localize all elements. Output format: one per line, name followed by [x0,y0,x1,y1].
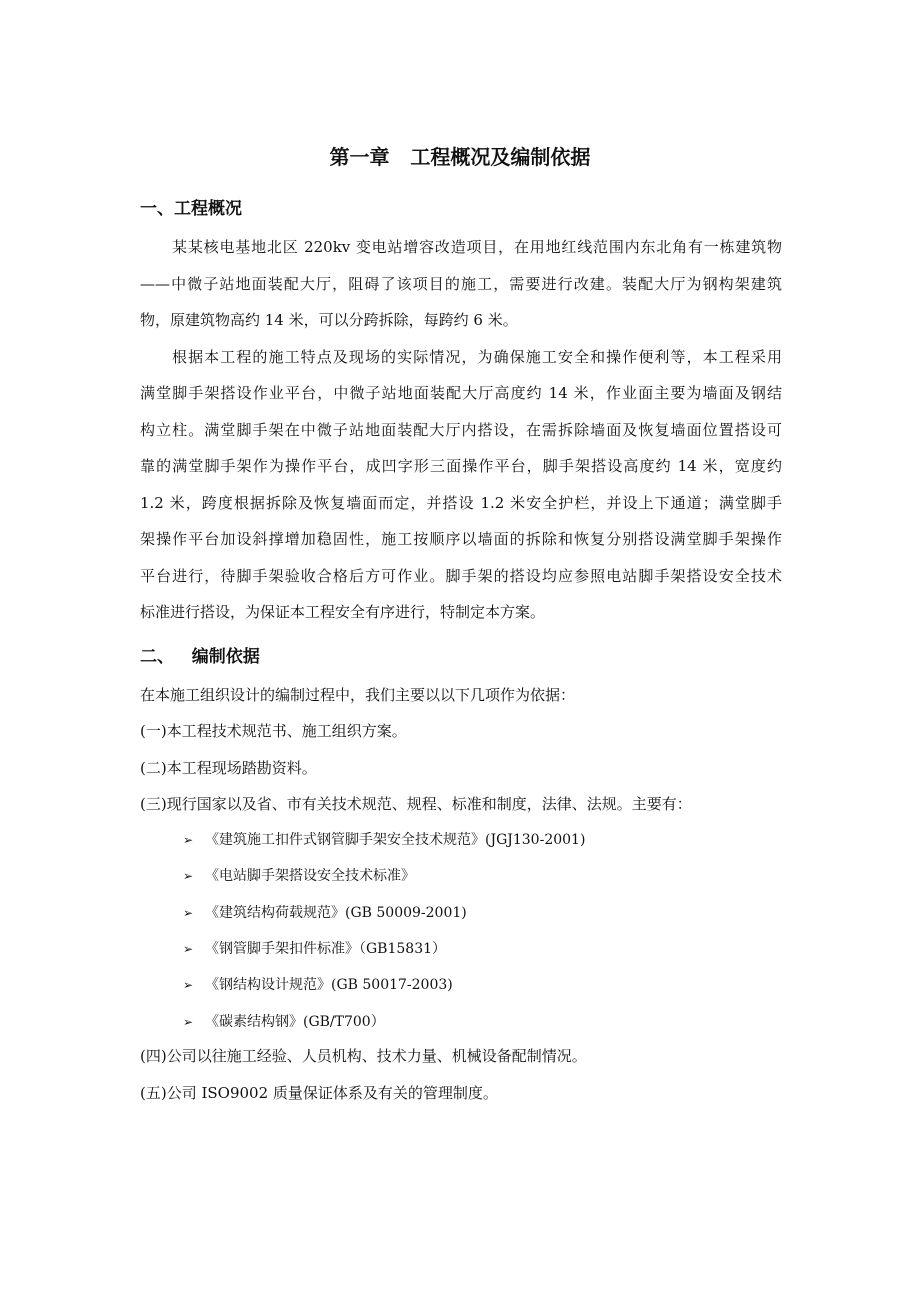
arrow-bullet-icon: ➢ [183,942,194,956]
basis-item: (二)本工程现场踏勘资料。 [140,759,317,777]
standard-list-item: ➢ 《钢管脚手架扣件标准》（GB15831） [183,938,446,960]
section-heading-overview: 一、工程概况 [140,199,242,219]
paragraph-line: 根据本工程的施工特点及现场的实际情况，为确保施工安全和操作便利等，本工程采用 [172,348,782,366]
paragraph-line: 架操作平台加设斜撑增加稳固性，施工按顺序以墙面的拆除和恢复分别搭设满堂脚手架操作 [140,530,782,548]
standard-list-item: ➢ 《碳素结构钢》(GB/T700） [183,1011,385,1033]
paragraph-line: 某某核电基地北区 220kv 变电站增容改造项目，在用地红线范围内东北角有一栋建筑物 [172,238,782,256]
paragraph-line: 物，原建筑物高约 14 米，可以分跨拆除，每跨约 6 米。 [140,311,518,329]
arrow-bullet-icon: ➢ [183,978,194,992]
chapter-title: 第一章 工程概况及编制依据 [329,145,591,169]
basis-item: (三)现行国家以及省、市有关技术规范、规程、标准和制度，法律、法规。主要有： [140,795,692,813]
basis-intro: 在本施工组织设计的编制过程中，我们主要以以下几项作为依据： [140,686,576,704]
arrow-bullet-icon: ➢ [183,1015,194,1029]
basis-item: (五)公司 ISO9002 质量保证体系及有关的管理制度。 [140,1084,498,1102]
standard-list-item: ➢ 《钢结构设计规范》(GB 50017-2003) [183,974,453,996]
standard-list-item: ➢ 《建筑结构荷载规范》(GB 50009-2001) [183,902,467,924]
section-heading-basis: 二、 编制依据 [140,647,260,667]
standard-list-item: ➢ 《电站脚手架搭设安全技术标准》 [183,865,415,887]
arrow-bullet-icon: ➢ [183,906,194,920]
basis-item: (一)本工程技术规范书、施工组织方案。 [140,722,407,740]
paragraph-line: 平台进行，待脚手架验收合格后方可作业。脚手架的搭设均应参照电站脚手架搭设安全技术 [140,567,782,585]
standard-list-item: ➢ 《建筑施工扣件式钢管脚手架安全技术规范》(JGJ130-2001) [183,829,585,851]
paragraph-line: ——中微子站地面装配大厅，阻碍了该项目的施工，需要进行改建。装配大厅为钢构架建筑 [140,275,782,293]
paragraph-line: 1.2 米，跨度根据拆除及恢复墙面而定，并搭设 1.2 米安全护栏，并设上下通道；满堂脚手 [140,494,782,512]
paragraph-line: 满堂脚手架搭设作业平台，中微子站地面装配大厅高度约 14 米，作业面主要为墙面及钢结 [140,384,782,402]
paragraph-line: 靠的满堂脚手架作为操作平台，成凹字形三面操作平台，脚手架搭设高度约 14 米，宽度约 [140,457,782,475]
paragraph-line: 构立柱。满堂脚手架在中微子站地面装配大厅内搭设，在需拆除墙面及恢复墙面位置搭设可 [140,421,782,439]
paragraph-line: 标准进行搭设，为保证本工程安全有序进行，特制定本方案。 [140,603,546,621]
arrow-bullet-icon: ➢ [183,833,194,847]
basis-item: (四)公司以往施工经验、人员机构、技术力量、机械设备配制情况。 [140,1047,587,1065]
arrow-bullet-icon: ➢ [183,869,194,883]
